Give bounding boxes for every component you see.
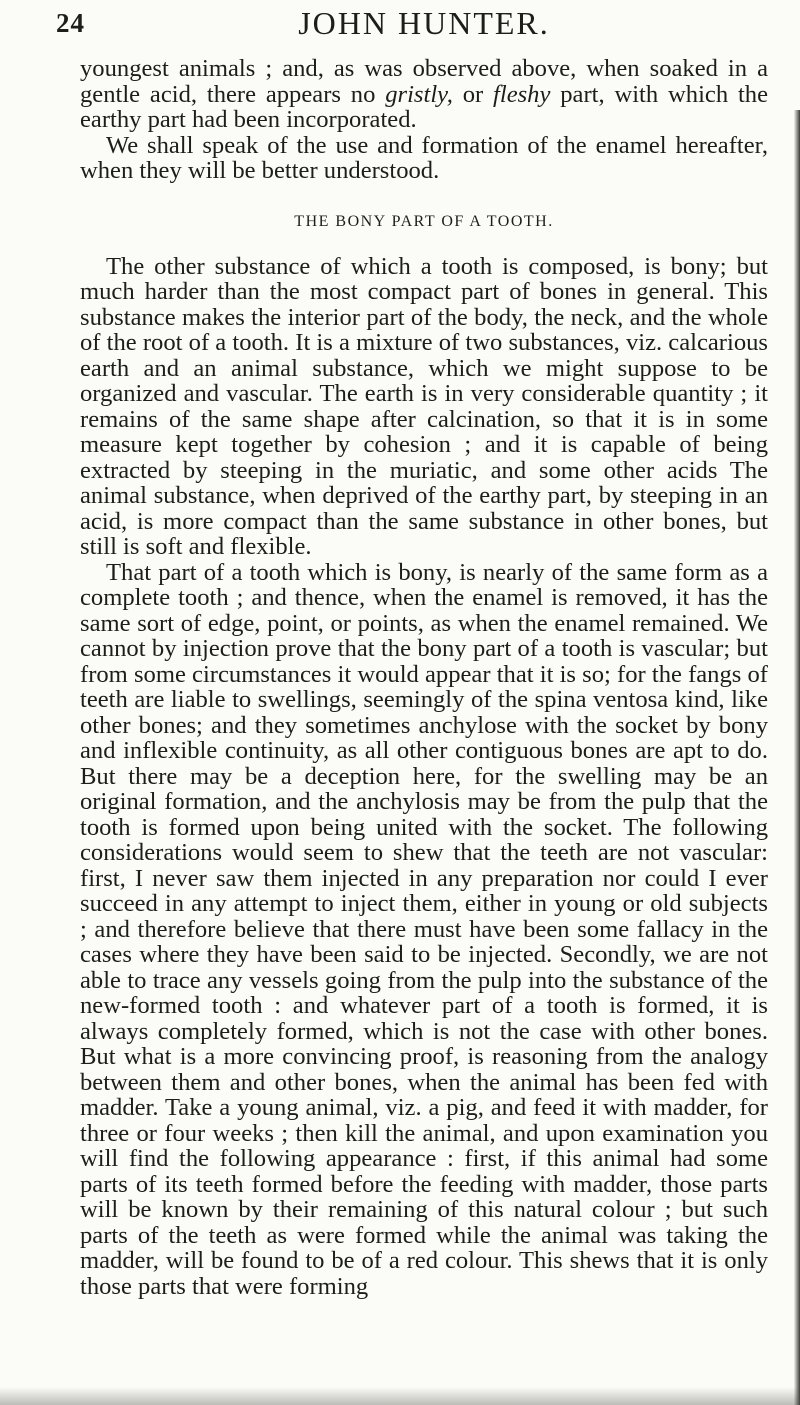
bottom-edge-shadow <box>0 1387 800 1405</box>
paragraph-1-text-b: part, with which the earthy part had been incorporated. <box>80 80 768 133</box>
italic-fleshy: fleshy <box>493 80 551 108</box>
italic-gristly: gristly, <box>385 80 453 108</box>
paragraph-3: The other substance of which a tooth is composed, is bony; but much harder than the most compact part of bones in general. This substance makes the interior part of the body, the neck, and the whole of the root of a tooth. It is a mixture of two substances, viz. calcarious earth and an animal substance, which we might suppose to be organized and vascular. The earth is in very considerable quantity ; it remains of the same shape after calcination, so that it is in some measure kept together by cohesion ; and it is capable of being extracted by steeping in the muriatic, and some other acids The animal substance, when deprived of the earthy part, by steeping in an acid, is more compact than the same substance in other bones, but still is soft and flexible. <box>80 252 768 560</box>
page-number: 24 <box>56 8 85 38</box>
paragraph-4: That part of a tooth which is bony, is nearly of the same form as a complete tooth ; and thence, when the enamel is removed, it has the same sort of edge, point, or points, as when the enamel remained. We cannot by injection prove that the bony part of a tooth is vascular; but from some circumstances it would appear that it is so; for the fangs of teeth are liable to swellings, seemingly of the spina ventosa kind, like other bones; and they sometimes anchylose with the socket by bony and inflexible continuity, as all other contiguous bones are apt to do. But there may be a deception here, for the swelling may be an original formation, and the anchylosis may be from the pulp that the tooth is formed upon being united with the socket. The following considerations would seem to shew that the teeth are not vascular: first, I never saw them injected in any preparation nor could I ever succeed in any attempt to inject them, either in young or old subjects ; and therefore believe that there must have been some fallacy in the cases where they have been said to be injected. Secondly, we are not able to trace any vessels going from the pulp into the substance of the new-formed tooth : and whatever part of a tooth is formed, it is always completely formed, which is not the case with other bones. But what is a more convincing proof, is reasoning from the analogy between them and other bones, when the animal has been fed with madder. Take a young animal, viz. a pig, and feed it with madder, for three or four weeks ; then kill the animal, and upon examination you will find the following appearance : first, if this animal had some parts of its teeth formed before the feeding with madder, those parts will be known by their remaining of this natural colour ; but such parts of the teeth as were formed while the animal was taking the madder, will be found to be of a red colour. This shews that it is only those parts that were forming <box>80 558 768 1300</box>
page-edge-shadow <box>794 110 800 1405</box>
section-heading: THE BONY PART OF A TOOTH. <box>294 212 554 230</box>
paragraph-2: We shall speak of the use and formation of the enamel hereafter, when they will be better understood. <box>80 131 768 184</box>
paragraph-1-text-or: or <box>452 80 494 108</box>
running-head: JOHN HUNTER. <box>298 5 550 41</box>
body-text <box>80 56 768 1299</box>
paragraph-1-text-a: youngest animals ; and, as was observed above, when soaked in a gentle acid, there appears no <box>80 55 768 108</box>
paragraph-1 <box>80 56 768 133</box>
